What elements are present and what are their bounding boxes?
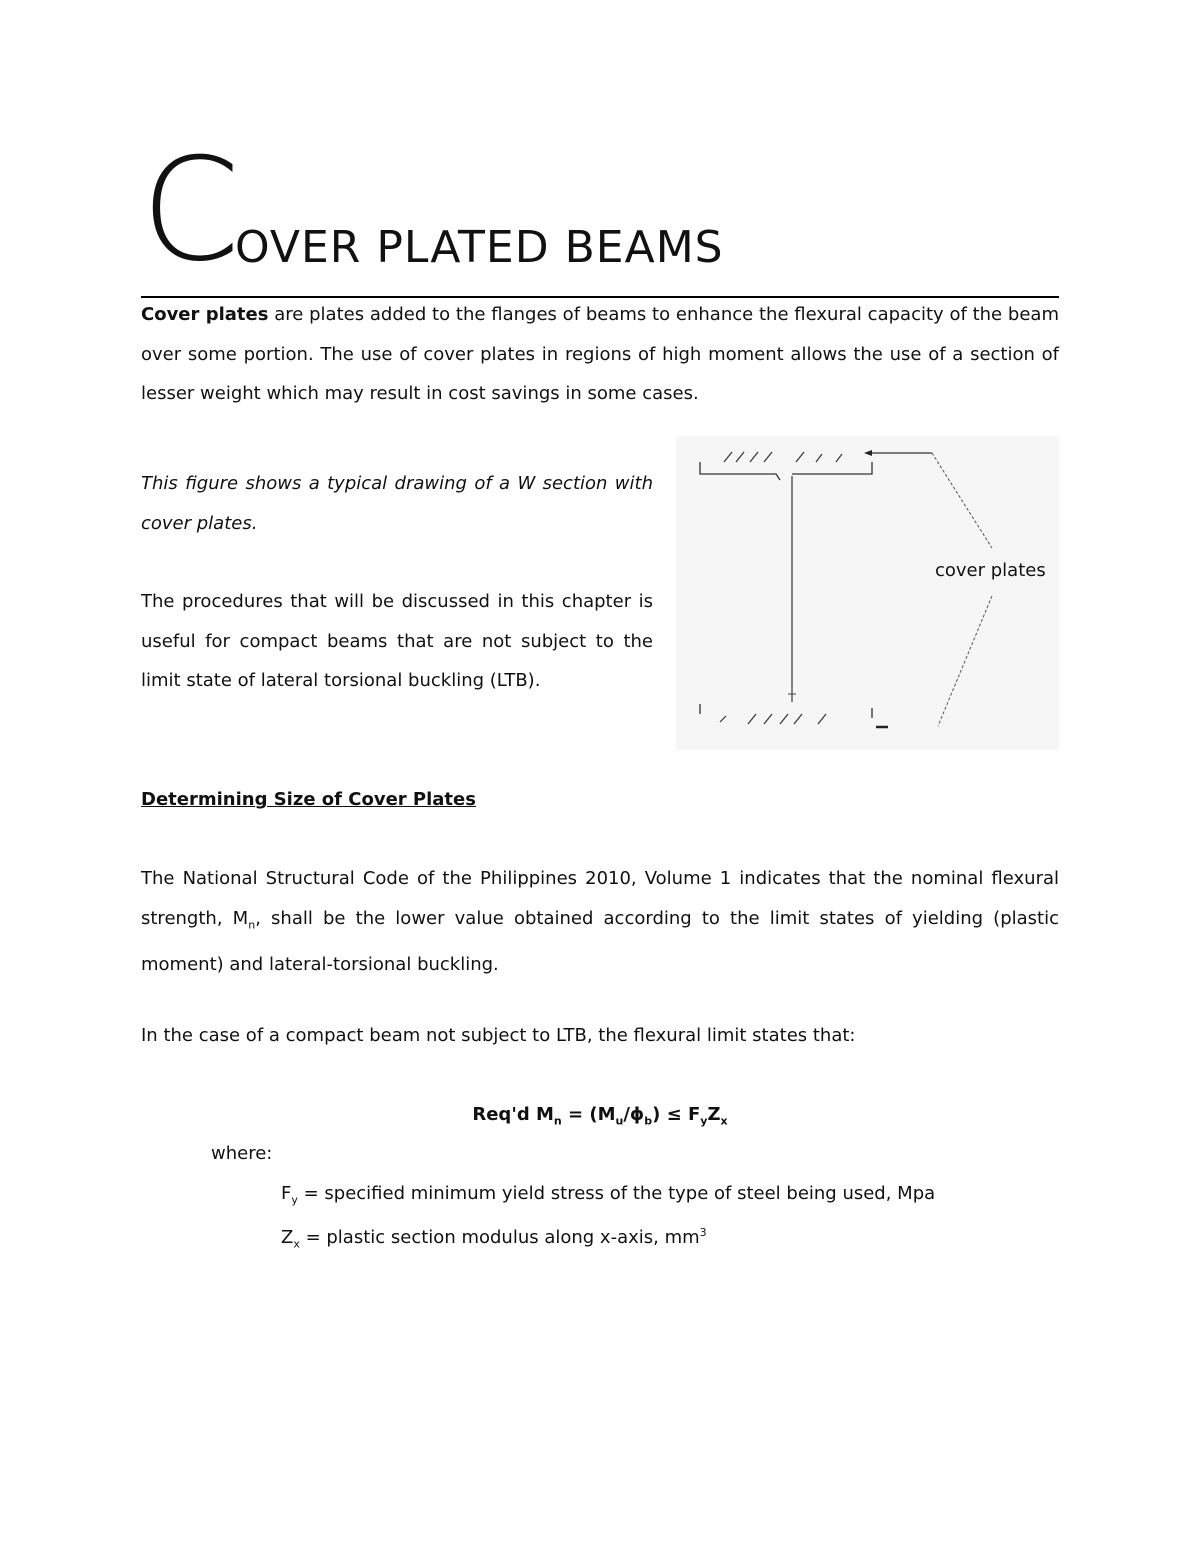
definition-zx xyxy=(281,1213,707,1264)
def-sub: x xyxy=(293,1237,300,1251)
def-symbol: F xyxy=(281,1183,292,1204)
title-text: OVER PLATED BEAMS xyxy=(235,222,724,273)
eq-sub: u xyxy=(615,1114,624,1128)
eq-part: /ϕ xyxy=(623,1104,645,1125)
cover-plates-label: cover plates xyxy=(935,560,1046,581)
eq-part: Z xyxy=(707,1104,721,1125)
scope-paragraph: The procedures that will be discussed in this chapter is useful for compact beams that are not subject to the limit state of lateral torsional buckling (LTB). xyxy=(141,591,653,691)
eq-sub: y xyxy=(700,1114,708,1128)
def-symbol: Z xyxy=(281,1227,294,1248)
page-title xyxy=(141,128,1061,293)
section-heading: Determining Size of Cover Plates xyxy=(141,789,476,810)
where-label: where: xyxy=(211,1143,273,1164)
eq-sub: n xyxy=(553,1114,562,1128)
eq-part: Req'd M xyxy=(472,1104,554,1125)
def-sub: y xyxy=(291,1193,298,1207)
compact-paragraph: In the case of a compact beam not subject to LTB, the flexural limit states that: xyxy=(141,1025,856,1046)
eq-sub: x xyxy=(720,1114,728,1128)
eq-sub: b xyxy=(644,1114,653,1128)
intro-text: are plates added to the flanges of beams to enhance the flexural capacity of the beam over some portion. The use of cover plates in regions of high moment allows the use of a section of lesser weight which may result in cost savings in some cases. xyxy=(141,304,1059,404)
figure-caption: This figure shows a typical drawing of a W section with cover plates. xyxy=(141,473,653,534)
figure-background xyxy=(676,436,1059,750)
intro-paragraph xyxy=(141,295,1059,414)
title-dropcap: C xyxy=(141,128,241,293)
def-text: = plastic section modulus along x-axis, mm xyxy=(299,1227,700,1248)
w-section-figure xyxy=(676,436,1059,750)
eq-part: = (M xyxy=(561,1104,616,1125)
nscp-subscript: n xyxy=(248,918,256,932)
nscp-text-2: , shall be the lower value obtained according to the limit states of yielding (plastic moment) and lateral-torsional buckling. xyxy=(141,907,1059,975)
equation xyxy=(141,1095,1059,1141)
nscp-text-1: The National Structural Code of the Philippines 2010, Volume 1 indicates that the nominal flexural strength, M xyxy=(141,868,1059,929)
w-section-drawing xyxy=(676,436,1059,750)
intro-term: Cover plates xyxy=(141,304,269,325)
nscp-paragraph xyxy=(141,859,1059,984)
eq-part: ) ≤ F xyxy=(652,1104,701,1125)
def-text: = specified minimum yield stress of the type of steel being used, Mpa xyxy=(297,1183,936,1204)
def-sup: 3 xyxy=(699,1226,707,1239)
